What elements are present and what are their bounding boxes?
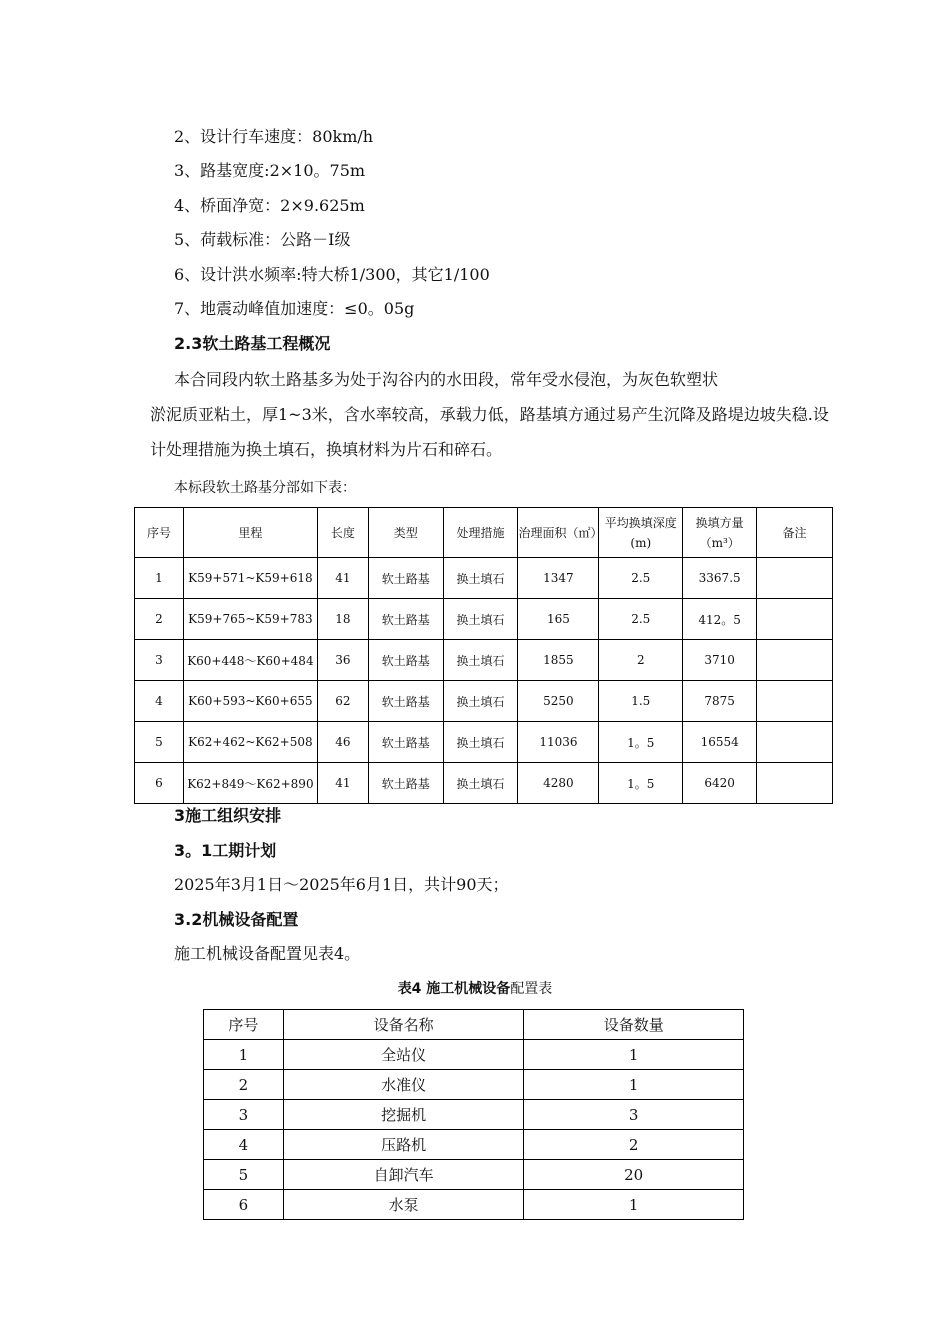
table-cell: 1。5 (599, 722, 683, 763)
table-cell: 1 (524, 1040, 744, 1070)
header-cell: 治理面积（㎡） (518, 508, 599, 558)
table-cell: 6 (135, 763, 184, 804)
section-2-3-heading: 2.3软土路基工程概况 (174, 334, 331, 353)
table-cell: 压路机 (283, 1130, 524, 1160)
table-cell: 换土填石 (443, 640, 518, 681)
table-cell: 软土路基 (368, 640, 443, 681)
table-cell: 换土填石 (443, 763, 518, 804)
table-cell (757, 722, 833, 763)
table-row (204, 1070, 744, 1100)
table-cell: 4 (135, 681, 184, 722)
spec-line-seismic: 7、地震动峰值加速度：≤0。05g (174, 299, 415, 318)
table-cell: 3 (135, 640, 184, 681)
table-cell: 3710 (683, 640, 757, 681)
table-cell: 3367.5 (683, 558, 757, 599)
table-row (135, 763, 833, 804)
table-cell: 1。5 (599, 763, 683, 804)
table-cell: 16554 (683, 722, 757, 763)
table-header-row (135, 508, 833, 558)
table-cell: 5250 (518, 681, 599, 722)
table2-title-bold: 表4 施工机械设备 (397, 981, 511, 997)
table-cell: 换土填石 (443, 722, 518, 763)
table-cell: 挖掘机 (283, 1100, 524, 1130)
header-cell: 设备名称 (283, 1010, 524, 1040)
table-cell: 水准仪 (283, 1070, 524, 1100)
table-row (135, 722, 833, 763)
section-2-3-paragraph (150, 362, 840, 467)
table-cell: K59+765~K59+783 (183, 599, 317, 640)
header-cell: 设备数量 (524, 1010, 744, 1040)
table-cell: 6420 (683, 763, 757, 804)
table-cell: 3 (524, 1100, 744, 1130)
table-cell: 36 (317, 640, 368, 681)
table-cell: 1 (524, 1070, 744, 1100)
spec-line-subgrade-width: 3、路基宽度:2×10。75m (174, 161, 366, 180)
paragraph-first-line: 本合同段内软土路基多为处于沟谷内的水田段，常年受水侵泡，为灰色软塑状 (174, 370, 719, 389)
table-cell: 自卸汽车 (283, 1160, 524, 1190)
table-cell: 20 (524, 1160, 744, 1190)
table-cell: 软土路基 (368, 558, 443, 599)
table-cell: 4 (204, 1130, 284, 1160)
table-cell: 6 (204, 1190, 284, 1220)
table-row (135, 640, 833, 681)
table-row (204, 1040, 744, 1070)
table-cell: 换土填石 (443, 558, 518, 599)
table-cell: 1.5 (599, 681, 683, 722)
table-cell: 1 (135, 558, 184, 599)
header-cell: 长度 (317, 508, 368, 558)
table-cell (757, 558, 833, 599)
table-cell (757, 681, 833, 722)
header-cell: 平均换填深度(m) (599, 508, 683, 558)
table-cell: 2.5 (599, 558, 683, 599)
table-cell (757, 763, 833, 804)
table-cell: 2 (524, 1130, 744, 1160)
table-cell: 1 (204, 1040, 284, 1070)
table-cell: 165 (518, 599, 599, 640)
table-cell: 46 (317, 722, 368, 763)
header-cell: 序号 (204, 1010, 284, 1040)
spec-line-flood-frequency: 6、设计洪水频率:特大桥1/300，其它1/100 (174, 265, 490, 284)
spec-line-deck-width: 4、桥面净宽：2×9.625m (174, 196, 365, 215)
section-3-2-heading: 3.2机械设备配置 (174, 910, 299, 929)
table-cell: 41 (317, 763, 368, 804)
paragraph-continuation: 淤泥质亚粘土，厚1~3米，含水率较高，承载力低，路基填方通过易产生沉降及路堤边坡失稳.设计处理措施为换土填石，换填材料为片石和碎石。 (150, 405, 829, 459)
table-cell: 软土路基 (368, 722, 443, 763)
table-cell: 1 (524, 1190, 744, 1220)
table2-title (0, 979, 950, 999)
table-cell: 1855 (518, 640, 599, 681)
table-cell: 2.5 (599, 599, 683, 640)
header-cell: 里程 (183, 508, 317, 558)
table-cell: 11036 (518, 722, 599, 763)
table-cell: 1347 (518, 558, 599, 599)
header-cell: 类型 (368, 508, 443, 558)
table-cell: 软土路基 (368, 599, 443, 640)
table-row (135, 558, 833, 599)
table-cell: 5 (135, 722, 184, 763)
table-cell: 2 (135, 599, 184, 640)
table2-title-rest: 配置表 (510, 981, 553, 997)
table-cell: K62+849～K62+890 (183, 763, 317, 804)
table-cell (757, 640, 833, 681)
table-row (204, 1160, 744, 1190)
table-cell: 3 (204, 1100, 284, 1130)
table-cell: K60+593~K60+655 (183, 681, 317, 722)
schedule-text: 2025年3月1日～2025年6月1日，共计90天； (174, 875, 509, 894)
header-cell: 备注 (757, 508, 833, 558)
table-cell: 7875 (683, 681, 757, 722)
table-row (204, 1130, 744, 1160)
table-cell: K62+462~K62+508 (183, 722, 317, 763)
section-3-1-heading: 3。1工期计划 (174, 841, 277, 860)
table-cell: 5 (204, 1160, 284, 1190)
soft-soil-table (134, 507, 833, 804)
table-cell: 2 (599, 640, 683, 681)
table-cell: K59+571~K59+618 (183, 558, 317, 599)
table-header-row (204, 1010, 744, 1040)
header-cell: 处理措施 (443, 508, 518, 558)
table-row (135, 681, 833, 722)
header-cell: 换填方量（m³） (683, 508, 757, 558)
spec-line-speed: 2、设计行车速度：80km/h (174, 127, 374, 146)
table-row (135, 599, 833, 640)
table-cell: 换土填石 (443, 681, 518, 722)
table-row (204, 1100, 744, 1130)
header-cell: 序号 (135, 508, 184, 558)
table-cell: 18 (317, 599, 368, 640)
table-cell: 软土路基 (368, 763, 443, 804)
section-3-heading: 3施工组织安排 (174, 806, 282, 825)
table-cell: 水泵 (283, 1190, 524, 1220)
table-cell: K60+448～K60+484 (183, 640, 317, 681)
equipment-table (203, 1009, 744, 1220)
table-cell: 62 (317, 681, 368, 722)
table-cell: 4280 (518, 763, 599, 804)
table-cell: 软土路基 (368, 681, 443, 722)
table-cell: 换土填石 (443, 599, 518, 640)
table-cell (757, 599, 833, 640)
table-row (204, 1190, 744, 1220)
spec-line-load-standard: 5、荷载标准：公路－Ⅰ级 (174, 230, 351, 249)
table-cell: 2 (204, 1070, 284, 1100)
equipment-ref-text: 施工机械设备配置见表4。 (174, 944, 361, 963)
table-cell: 41 (317, 558, 368, 599)
table-cell: 412。5 (683, 599, 757, 640)
table1-intro: 本标段软土路基分部如下表： (174, 480, 356, 496)
table-cell: 全站仪 (283, 1040, 524, 1070)
